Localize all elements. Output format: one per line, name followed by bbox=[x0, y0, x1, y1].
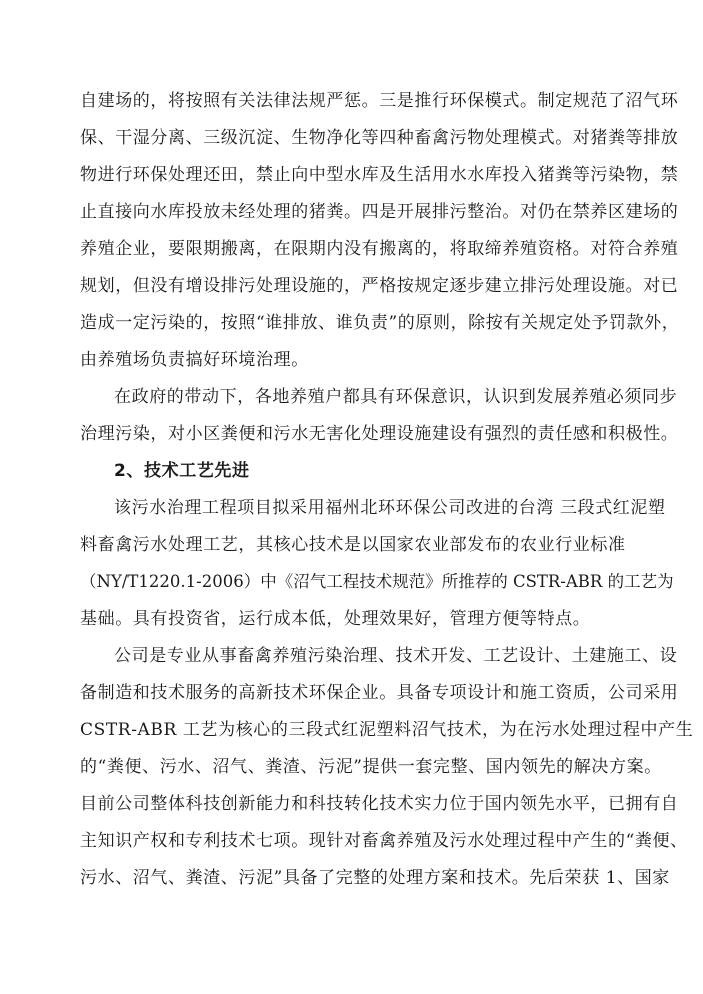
text-line: 污水、沼气、粪渣、污泥”具备了完整的处理方案和技术。先后荣获 1、国家 bbox=[80, 868, 670, 888]
text-line: 目前公司整体科技创新能力和科技转化技术实力位于国内领先水平，已拥有自 bbox=[80, 794, 679, 814]
text-line: 造成一定污染的，按照“谁排放、谁负责”的原则，除按有关规定处予罚款外， bbox=[80, 313, 680, 333]
text-line: 止直接向水库投放未经处理的猪粪。四是开展排污整治。对仍在禁养区建场的 bbox=[80, 202, 679, 222]
text-line: 养殖企业，要限期搬离，在限期内没有搬离的，将取缔养殖资格。对符合养殖 bbox=[80, 239, 679, 259]
text-line: 由养殖场负责搞好环境治理。 bbox=[80, 350, 309, 370]
text-line: CSTR-ABR 工艺为核心的三段式红泥塑料沼气技术，为在污水处理过程中产生 bbox=[80, 720, 694, 740]
text-line: 自建场的，将按照有关法律法规严惩。三是推行环保模式。制定规范了沼气环 bbox=[80, 91, 679, 111]
text-line: 治理污染，对小区粪便和污水无害化处理设施建设有强烈的责任感和积极性。 bbox=[80, 424, 679, 444]
text-line: 的“粪便、污水、沼气、粪渣、污泥”提供一套完整、国内领先的解决方案。 bbox=[80, 757, 662, 777]
text-line: 在政府的带动下，各地养殖户都具有环保意识，认识到发展养殖必须同步 bbox=[114, 387, 678, 407]
text-line: 保、干湿分离、三级沉淀、生物净化等四种畜禽污物处理模式。对猪粪等排放 bbox=[80, 128, 679, 148]
text-line: 料畜禽污水处理工艺，其核心技术是以国家农业部发布的农业行业标准 bbox=[80, 535, 626, 555]
text-line: 备制造和技术服务的高新技术环保企业。具备专项设计和施工资质，公司采用 bbox=[80, 683, 679, 703]
text-line: 规划，但没有增设排污处理设施的，严格按规定逐步建立排污处理设施。对已 bbox=[80, 276, 679, 296]
section-heading: 2、技术工艺先进 bbox=[114, 461, 250, 481]
text-line: 该污水治理工程项目拟采用福州北环环保公司改进的台湾 三段式红泥塑 bbox=[114, 498, 666, 518]
text-line: 物进行环保处理还田，禁止向中型水库及生活用水水库投入猪粪等污染物，禁 bbox=[80, 165, 679, 185]
text-line: （NY/T1220.1-2006）中《沼气工程技术规范》所推荐的 CSTR-ABR 的工艺为 bbox=[80, 572, 674, 591]
text-line: 主知识产权和专利技术七项。现针对畜禽养殖及污水处理过程中产生的“粪便、 bbox=[80, 831, 688, 851]
text-line: 公司是专业从事畜禽养殖污染治理、技术开发、工艺设计、土建施工、设 bbox=[114, 646, 678, 666]
text-line: 基础。具有投资省，运行成本低，处理效果好，管理方便等特点。 bbox=[80, 609, 591, 629]
